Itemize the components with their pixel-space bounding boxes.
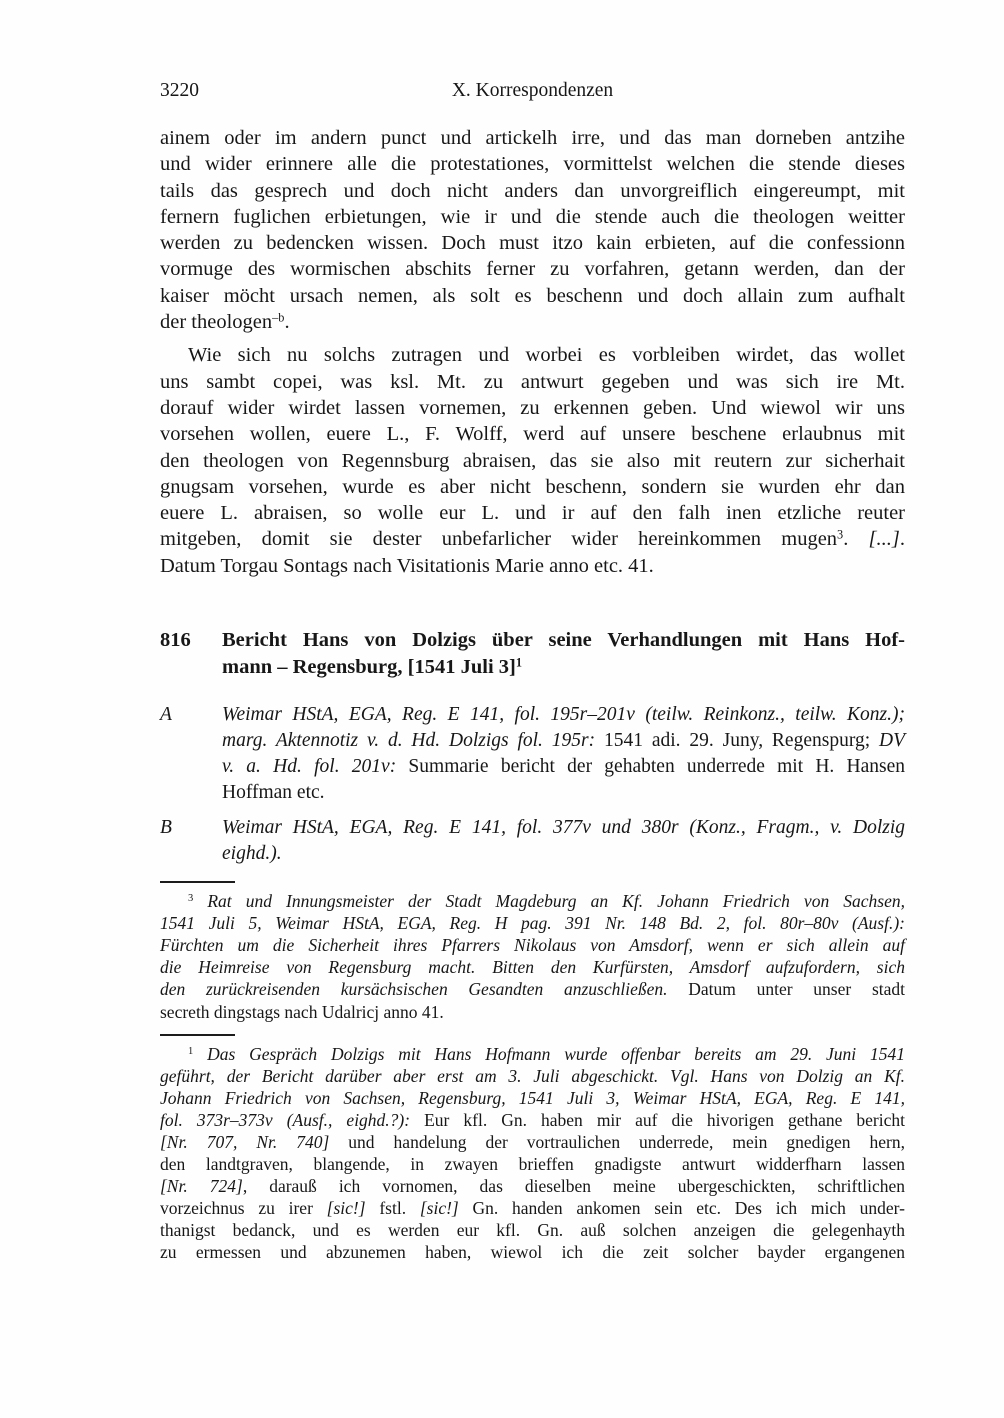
text-line: secreth dingstags nach Udalricj anno 41. (160, 1001, 444, 1022)
text-line: vorzeichnus zu irer [sic!] fstl. [sic!] Gn. handen ankomen sein etc. Des ich mich under- (160, 1198, 905, 1219)
text-line: $^1$ Das Gespräch Dolzigs mit Hans Hofmann wurde offenbar bereits am 29. Juni 1541 (188, 1043, 905, 1064)
text-line: mann – Regensburg, [1541 Juli 3]$^1$ (222, 655, 523, 679)
body-paragraph-2 (160, 342, 905, 579)
text-line: uns sambt copei, was ksl. Mt. zu antwurt gegeben und was sich ire Mt. (160, 370, 905, 393)
text-line: vormuge des wormischen abschits ferner zu vorfahren, getann werden, dan der (160, 258, 905, 281)
text-line: [Nr. 707, Nr. 740] und handelung der vortraulichen underrede, mein gnedigen hern, (160, 1131, 905, 1152)
text-line: geführt, der Bericht darüber aber erst am 3. Juli abgeschickt. Vgl. Hans von Dolzig an Kf. (160, 1065, 905, 1086)
text-line: werden zu bedencken wissen. Doch must itzo kain erbieten, auf die confessionn (160, 232, 905, 255)
text-line: 1541 Juli 5, Weimar HStA, EGA, Reg. H pag. 391 Nr. 148 Bd. 2, fol. 80r–80v (Ausf.): (160, 913, 905, 934)
text-line: Fürchten um die Sicherheit ihres Pfarrers Nikolaus von Amsdorf, wenn er sich allein auf (160, 935, 905, 956)
footnote-separator (160, 1034, 235, 1036)
source-item-a (160, 702, 905, 806)
text-line: den theologen von Regennsburg abraisen, das sie also mit reutern zur sicherhait (160, 449, 905, 472)
text-line: und wider erinnere alle die protestationes, vormittelst welchen die stende dieses (160, 153, 905, 176)
source-item-b (160, 815, 905, 867)
text-line: Datum Torgau Sontags nach Visitationis Marie anno etc. 41. (160, 554, 654, 577)
text-line: fernern fuglichen erbietungen, wie ir und die stende auch die theologen weitter (160, 205, 905, 228)
text-line: gnugsam vorsehen, wurde es aber nicht beschenn, sondern sie wurden ehr dan (160, 475, 905, 498)
main-text (160, 125, 905, 579)
text-line: vorsehen wollen, euere L., F. Wolff, werd auf unsere beschene erlaubnus mit (160, 423, 905, 446)
footnote-separator (160, 881, 235, 883)
entry-816 (160, 627, 905, 681)
text-line: fol. 373r–373v (Ausf., eighd.?): Eur kfl. Gn. haben mir auf die hivorigen gethane bericht (160, 1109, 905, 1130)
entry-heading-row (160, 627, 905, 681)
text-line: Hoffman etc. (222, 782, 325, 804)
text-line: der theologen$^{-b}$. (160, 310, 290, 334)
text-line: Weimar HStA, EGA, Reg. E 141, fol. 195r–201v (teilw. Reinkonz., teilw. Konz.); (222, 704, 905, 726)
text-line: v. a. Hd. fol. 201v: Summarie bericht der gehabten underrede mit H. Hansen (222, 756, 906, 778)
body-paragraph-1 (160, 125, 905, 335)
text-line: tails das gesprech und doch nicht anders dan unvorgreiflich eingereumpt, mit (160, 179, 905, 202)
entry-number: 816 (160, 629, 191, 652)
text-line: den zurückreisenden kursächsischen Gesandten anzuschließen. Datum unter unser stadt (160, 979, 905, 1000)
text-line: Wie sich nu solchs zutragen und worbei es vorbleiben wirdet, das wollet (188, 344, 905, 367)
running-head-title: X. Korrespondenzen (451, 80, 614, 101)
text-line: eighd.). (222, 843, 282, 865)
page-number: 3220 (160, 80, 199, 101)
text-line: die Heimreise von Regensburg macht. Bitten den Kurfürsten, Amsdorf aufzufordern, sich (160, 957, 905, 978)
source-text-b (222, 815, 905, 867)
text-line: Johann Friedrich von Sachsen, Regensburg, 1541 Juli 3, Weimar HStA, EGA, Reg. E 141, (160, 1087, 905, 1108)
text-line: euere L. abraisen, so wolle eur L. und ir auf den falh inen etzliche reuter (160, 502, 905, 525)
source-label-a: A (160, 704, 172, 726)
text-line: Bericht Hans von Dolzigs über seine Verhandlungen mit Hans Hof- (222, 629, 905, 652)
footnote-1 (160, 1043, 905, 1264)
text-line: thanigst bedanck, und es werden eur kfl. Gn. auß solchen anzeigen die gelegenhayth (160, 1220, 905, 1241)
footnote-3 (160, 890, 905, 1023)
source-label-b: B (160, 817, 172, 839)
text-line: dorauf wider wirdet lassen vornemen, zu erkennen geben. Und wiewol wir uns (160, 396, 905, 419)
text-line: [Nr. 724], darauß ich vornomen, das dieselben meine ubergeschickten, schriftlichen (160, 1176, 905, 1197)
text-line: ainem oder im andern punct und artickelh irre, und das man dorneben antzihe (160, 127, 905, 149)
text-line: $^3$ Rat und Innungsmeister der Stadt Magdeburg an Kf. Johann Friedrich von Sachsen, (188, 891, 905, 912)
text-line: Weimar HStA, EGA, Reg. E 141, fol. 377v und 380r (Konz., Fragm., v. Dolzig (222, 817, 905, 839)
text-line: mitgeben, domit sie dester unbefarlicher wider hereinkommen mugen$^3$. [...]. (160, 527, 905, 551)
source-list (160, 702, 905, 867)
text-line: den landtgraven, blangende, in zwayen brieffen gnadigste antwurt widderfharn lassen (160, 1154, 905, 1175)
text-line: zu ermessen und abzunemen haben, wiewol ich die zeit solcher bayder ergangenen (160, 1242, 905, 1263)
running-header (160, 78, 905, 104)
text-line: kaiser möcht ursach nemen, als solt es beschenn und doch allain zum aufhalt (160, 284, 905, 307)
entry-title (222, 627, 905, 681)
text-line: marg. Aktennotiz v. d. Hd. Dolzigs fol. 195r: 1541 adi. 29. Juny, Regenspurg; DV (222, 730, 905, 752)
source-text-a (222, 702, 905, 806)
